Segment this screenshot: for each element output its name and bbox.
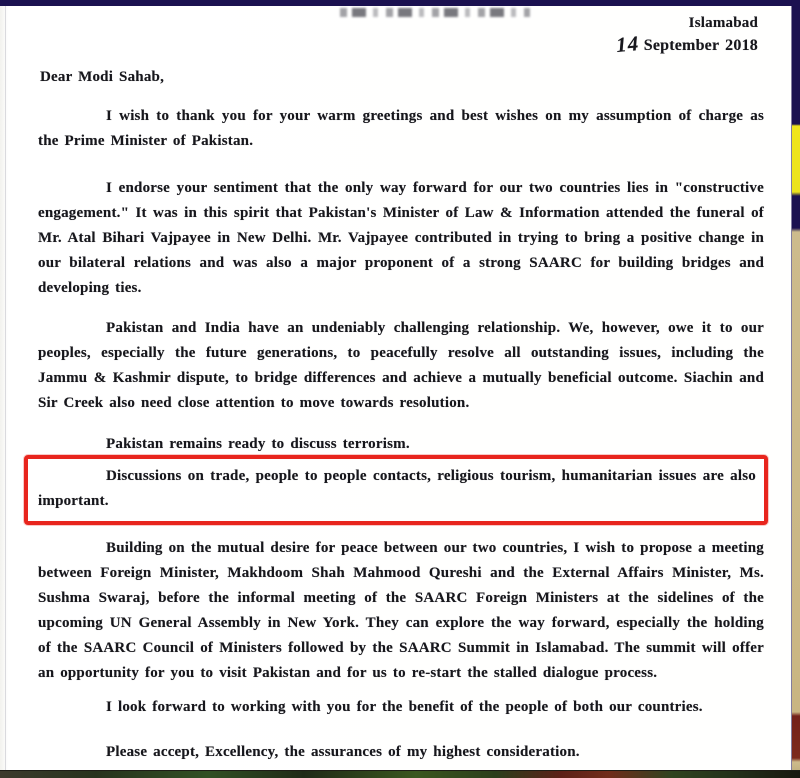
- video-frame-bottom-strip: [0, 770, 800, 778]
- paragraph-terrorism: Pakistan remains ready to discuss terrorism.: [106, 436, 410, 452]
- place-line: Islamabad: [688, 15, 758, 31]
- date-line: [38, 32, 758, 57]
- handwritten-day: 14: [614, 31, 640, 57]
- paragraph-highlighted-trade: Discussions on trade, people to people contacts, religious tourism, humanitarian issues are also important.: [38, 468, 756, 509]
- date-block: [38, 14, 758, 57]
- paragraph-meeting-proposal: Building on the mutual desire for peace between our two countries, I wish to propose a meeting between Foreign Minister, Makhdoom Shah Mahmood Qureshi and the External Affairs Minister, Ms. Sushma Swaraj, before the informal meeting of the SAARC Foreign Ministers at the sidelines of the upcoming UN General Assembly in New York. They can explore the way forward, especially the holding of the SAARC Council of Ministers followed by the SAARC Summit in Islamabad. The summit will offer an opportunity for you to visit Pakistan and for us to re-start the stalled dialogue process.: [38, 540, 764, 681]
- letter-body: [38, 14, 764, 765]
- date-month-year: September 2018: [643, 37, 758, 54]
- paragraph-thanks: I wish to thank you for your warm greetings and best wishes on my assumption of charge as the Prime Minister of Pakistan.: [38, 108, 764, 149]
- paragraph-constructive-engagement: I endorse your sentiment that the only way forward for our two countries lies in "constructive engagement." It was in this spirit that Pakistan's Minister of Law & Information attended the funeral of Mr. Atal Bihari Vajpayee in New Delhi. Mr. Vajpayee contributed in trying to bring a positive change in our bilateral relations and was also a major proponent of a strong SAARC for building bridges and developing ties.: [38, 180, 764, 296]
- paragraph-challenging-relationship: Pakistan and India have an undeniably challenging relationship. We, however, owe it to our peoples, especially the future generations, to peacefully resolve all outstanding issues, including the Jammu & Kashmir dispute, to bridge differences and achieve a mutually beneficial outcome. Siachin and Sir Creek also need close attention to move towards resolution.: [38, 320, 764, 411]
- video-frame-top-bar: [0, 0, 800, 6]
- salutation: Dear Modi Sahab,: [40, 69, 165, 85]
- video-frame-right-strip: [792, 0, 800, 778]
- paragraph-closing: Please accept, Excellency, the assurances of my highest consideration.: [106, 744, 580, 760]
- paragraph-look-forward: I look forward to working with you for the benefit of the people of both our countries.: [106, 699, 703, 715]
- scan-edge-line: [5, 6, 6, 772]
- red-highlight-box: [24, 455, 768, 525]
